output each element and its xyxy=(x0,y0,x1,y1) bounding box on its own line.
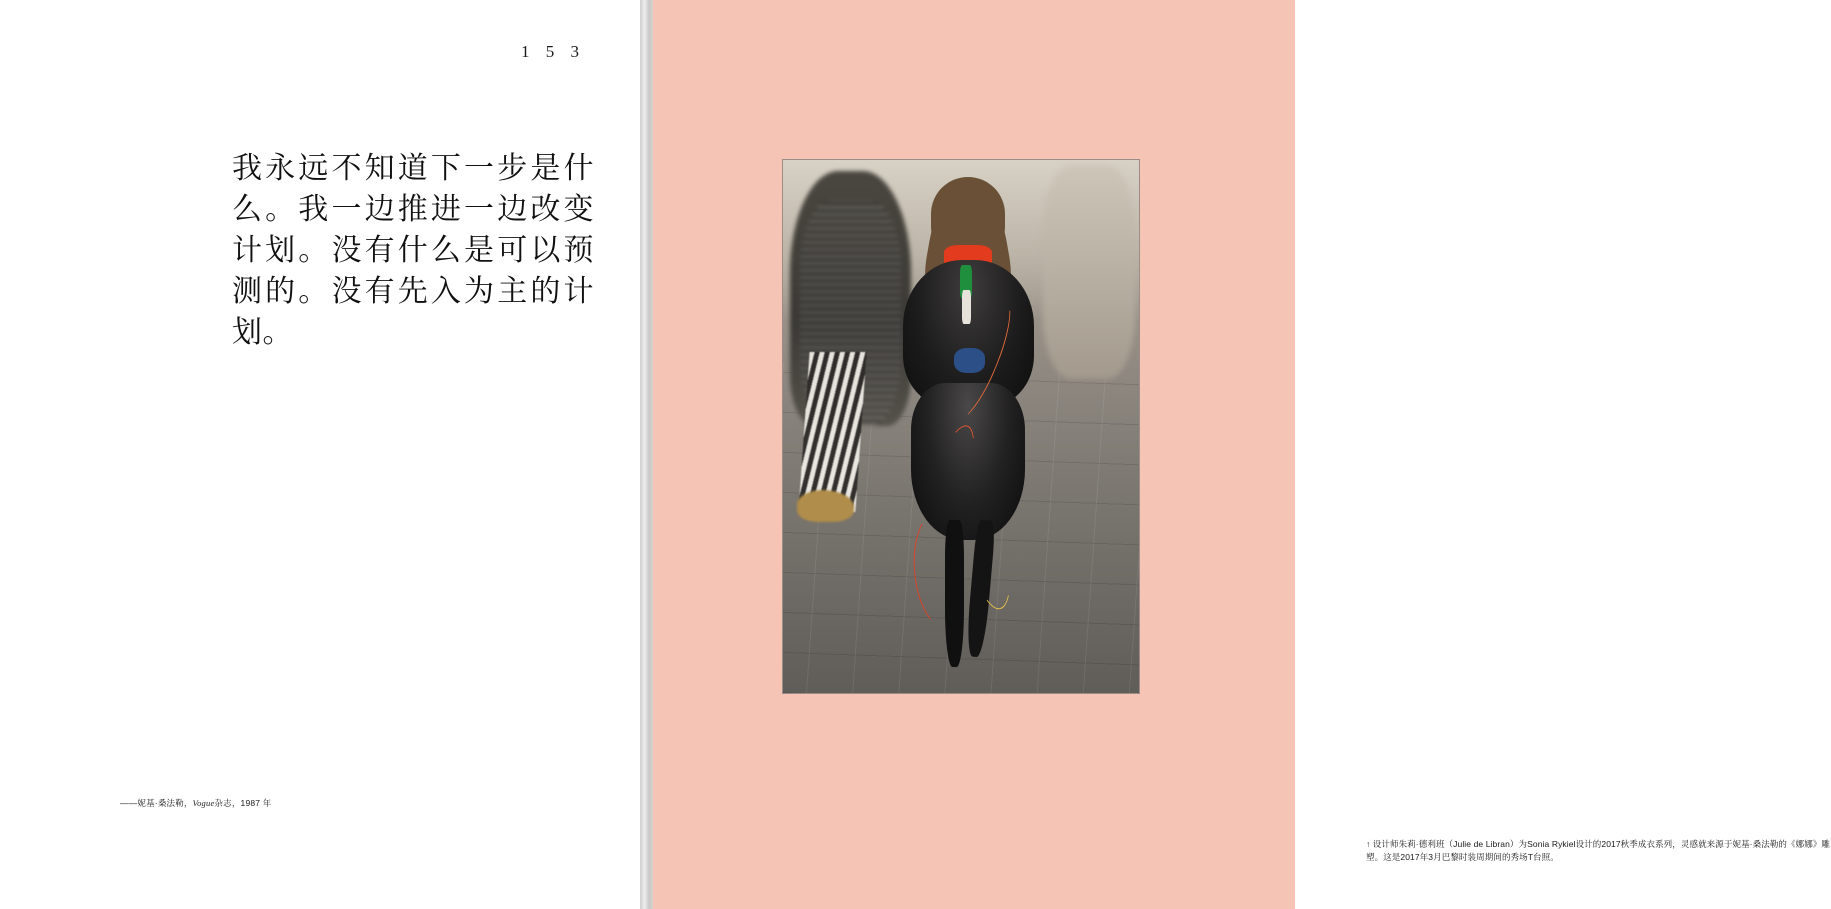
right-page xyxy=(653,0,1831,909)
page-number: 1 5 3 xyxy=(521,42,585,61)
pull-quote: 我永远不知道下一步是什么。我一边推进一边改变计划。没有什么是可以预测的。没有先入为主的计划。 xyxy=(232,152,594,349)
photo-striped-trousers xyxy=(799,352,867,512)
model-hair xyxy=(931,177,1005,251)
white-applique xyxy=(962,290,971,324)
left-page xyxy=(0,0,640,909)
attribution-source: Vogue xyxy=(192,798,215,808)
quote-attribution xyxy=(120,797,272,809)
photo-background-crowd-right xyxy=(1043,165,1136,378)
runway-photo xyxy=(782,159,1140,694)
photo-caption: ↑ 设计师朱莉·德利班（Julie de Libran）为Sonia Rykiel设计的2017秋季成衣系列，灵感就来源于妮基·桑法勒的《娜娜》雕塑。这是2017年3月巴黎时装周期间的秀场T台照。 xyxy=(1366,839,1831,862)
book-gutter xyxy=(640,0,653,909)
attribution-prefix: ——妮基·桑法勒， xyxy=(120,798,193,808)
photo-foreground-model xyxy=(897,187,1039,677)
photo-background-shoe xyxy=(797,490,854,522)
attribution-suffix: 杂志，1987 年 xyxy=(214,798,272,808)
